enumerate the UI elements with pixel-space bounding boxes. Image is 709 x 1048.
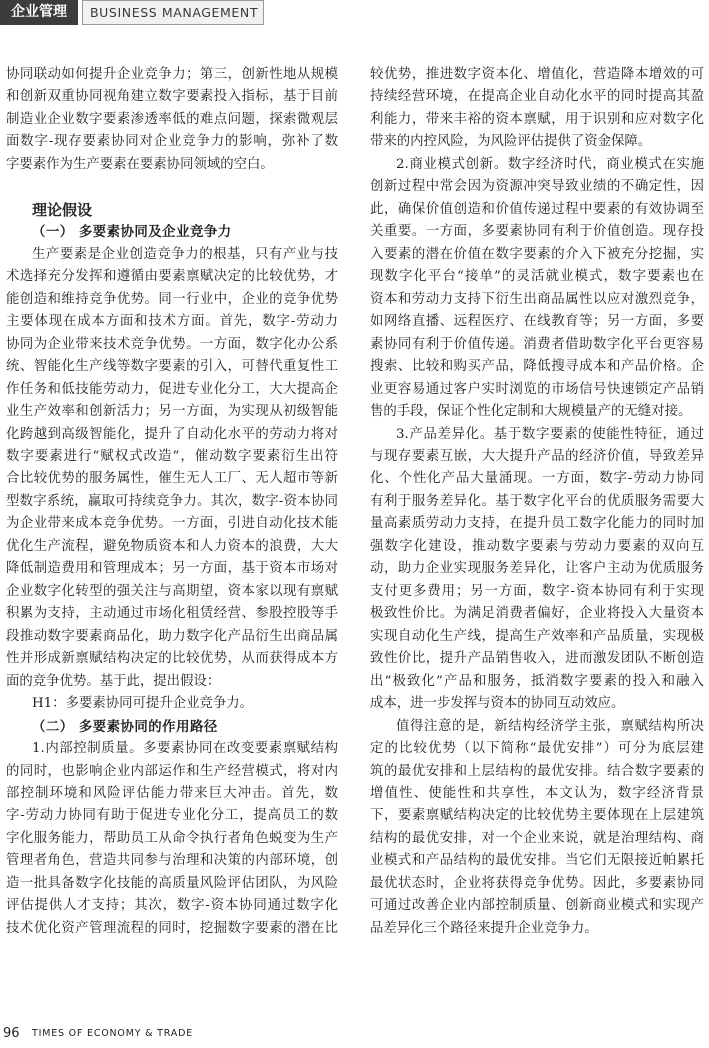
text-line: 降低制造费用和管理成本；另一方面，基于资本市场对 — [6, 561, 338, 577]
journal-name: TIMES OF ECONOMY & TRADE — [32, 1028, 193, 1039]
text-line: 定的比较优势（以下简称“最优安排”）可分为底层建 — [370, 741, 704, 757]
text-line: 强数字化建设，推动数字要素与劳动力要素的双向互 — [370, 538, 704, 554]
text-line: 2.商业模式创新。数字经济时代，商业模式在实施 — [396, 156, 704, 172]
section-label-english: BUSINESS MANAGEMENT — [82, 0, 264, 25]
text-line: 积累为支持，主动通过市场化租赁经营、参股控股等手 — [6, 606, 338, 622]
text-line: 能创造和维持竞争优势。同一行业中，企业的竞争优势 — [6, 291, 338, 307]
text-line: 段推动数字要素商品化，助力数字化产品衍生出商品属 — [6, 628, 338, 644]
page-header — [0, 0, 709, 26]
text-line: 作任务和低技能劳动力，促进专业化分工，大大提高企 — [6, 381, 338, 397]
text-line: 造一批具备数字化技能的高质量风险评估团队，为风险 — [6, 875, 338, 891]
page-number: 96 — [3, 1026, 20, 1041]
text-line: 字要素作为生产要素在要素协同领域的空白。 — [6, 156, 274, 172]
text-line: 结构的最优安排，对一个企业来说，就是治理结构、商 — [370, 830, 704, 846]
text-line: 极致性价比。为满足消费者偏好，企业将投入大量资本 — [370, 606, 704, 622]
text-line: 动，助力企业实现服务差异化，让客户主动为优质服务 — [370, 561, 704, 577]
left-column — [6, 64, 338, 940]
text-line: 3.产品差异化。基于数字要素的使能性特征，通过 — [396, 426, 704, 442]
text-line: 量高素质劳动力支持，在提升员工数字化能力的同时加 — [370, 516, 704, 532]
right-column — [370, 64, 704, 940]
page-footer — [0, 1022, 709, 1046]
text-line: 最优状态时，企业将获得竞争优势。因此，多要素协同 — [370, 875, 704, 891]
text-line: 致性价比，提升产品销售收入，进而激发团队不断创造 — [370, 651, 704, 667]
text-line: 现数字化平台“接单”的灵活就业模式，数字要素也在 — [370, 269, 704, 285]
text-line: 售的手段，保证个性化定制和大规模量产的无缝对接。 — [370, 404, 692, 420]
text-line: 技术优化资产管理流程的同时，挖掘数字要素的潜在比 — [6, 920, 338, 936]
text-line: 较优势，推进数字资本化、增值化，营造降本增效的可 — [370, 67, 704, 82]
text-line: 出“极致化”产品和服务，抵消数字要素的投入和融入 — [370, 673, 704, 689]
text-line: 业生产效率和创新活力；另一方面，为实现从初级智能 — [6, 404, 338, 420]
text-line: 优化生产流程，避免物质资本和人力资本的浪费，大大 — [6, 538, 338, 554]
text-line: 搜索、比较和购买产品，降低搜寻成本和产品价格。企 — [370, 359, 704, 375]
text-line: 术选择充分发挥和遵循由要素禀赋决定的比较优势，才 — [6, 269, 338, 285]
text-line: 面数字-现存要素协同对企业竞争力的影响，弥补了数 — [6, 134, 338, 150]
text-line: 筑的最优安排和上层结构的最优安排。结合数字要素的 — [370, 763, 704, 779]
text-line: 性并形成新禀赋结构决定的比较优势，从而获得成本方 — [6, 651, 338, 667]
text-line: 业模式和产品结构的最优安排。当它们无限接近帕累托 — [370, 853, 704, 869]
text-line: 的同时，也影响企业内部运作和生产经营模式，将对内 — [6, 763, 338, 779]
text-line: 合比较优势的服务属性，催生无人工厂、无人超市等新 — [6, 471, 338, 487]
text-line: 为企业带来成本竞争优势。一方面，引进自动化技术能 — [6, 516, 338, 532]
text-line: 1.内部控制质量。多要素协同在改变要素禀赋结构 — [32, 741, 338, 757]
text-line: 值得注意的是，新结构经济学主张，禀赋结构所决 — [396, 718, 704, 734]
section-heading: 理论假设 — [32, 200, 93, 219]
text-line: 可通过改善企业内部控制质量、创新商业模式和实现产 — [370, 898, 704, 914]
text-line: 增值性、使能性和共享性，本文认为，数字经济背景 — [370, 786, 704, 801]
text-line: 生产要素是企业创造竞争力的根基，只有产业与技 — [32, 246, 338, 262]
text-line: 利能力，带来丰裕的资本禀赋，用于识别和应对数字化 — [370, 111, 704, 127]
text-line: 评估提供人才支持；其次，数字-资本协同通过数字化 — [6, 898, 338, 914]
text-line: 部控制环境和风险评估能力带来巨大冲击。首先，数 — [6, 786, 338, 801]
text-line: 主要体现在成本方面和技术方面。首先，数字-劳动力 — [6, 314, 338, 330]
text-line: 持续经营环境，在提高企业自动化水平的同时提高其盈 — [370, 89, 704, 105]
text-line: 关重要。一方面，多要素协同有利于价值创造。现存投 — [370, 224, 704, 240]
text-line: 与现存要素互嵌，大大提升产品的经济价值，导致差异 — [370, 448, 704, 464]
text-line: 有利于服务差异化。基于数字化平台的优质服务需要大 — [370, 493, 704, 509]
hypothesis: H1：多要素协同可提升企业竞争力。 — [32, 696, 254, 712]
text-line: 化、个性化产品大量涌现。一方面，数字-劳动力协同 — [370, 471, 704, 487]
text-line: 素协同有利于价值传递。消费者借助数字化平台更容易 — [370, 336, 704, 352]
section-label: 企业管理 — [0, 0, 78, 25]
text-line: 企业数字化转型的强关注与高期望，资本家以现有禀赋 — [6, 583, 338, 599]
text-line: 品差异化三个路径来提升企业竞争力。 — [370, 920, 598, 936]
text-line: 字化服务能力，帮助员工从命令执行者角色蜕变为生产 — [6, 830, 338, 846]
text-line: 管理者角色，营造共同参与治理和决策的内部环境，创 — [6, 853, 338, 869]
subsection-heading: （二） 多要素协同的作用路径 — [32, 718, 218, 735]
text-line: 协同为企业带来技术竞争优势。一方面，数字化办公系 — [6, 336, 338, 352]
text-line: 化跨越到高级智能化，提升了自动化水平的劳动力将对 — [6, 426, 338, 442]
text-line: 成本，进一步发挥与资本的协同互动效应。 — [370, 696, 625, 712]
text-line: 业更容易通过客户实时浏览的市场信号快速锁定产品销 — [370, 381, 704, 397]
text-line: 面的竞争优势。基于此，提出假设： — [6, 673, 221, 689]
text-line: 入要素的潜在价值在数字要素的介入下被充分挖掘，实 — [370, 246, 704, 262]
text-line: 和创新双重协同视角建立数字要素投入指标，基于目前 — [6, 89, 338, 105]
text-line: 实现自动化生产线，提高生产效率和产品质量，实现极 — [370, 628, 704, 644]
text-line: 此，确保价值创造和价值传递过程中要素的有效协调至 — [370, 201, 704, 217]
text-line: 创新过程中常会因为资源冲突导致业绩的不确定性，因 — [370, 179, 704, 195]
text-line: 下，要素禀赋结构决定的比较优势主要体现在上层建筑 — [370, 808, 704, 824]
text-line: 统、智能化生产线等数字要素的引入，可替代重复性工 — [6, 359, 338, 375]
text-line: 数字要素进行“赋权式改造”，催动数字要素衍生出符 — [6, 448, 338, 464]
text-line: 资本和劳动力支持下衍生出商品属性以应对激烈竞争， — [370, 291, 704, 307]
text-line: 字-劳动力协同有助于促进专业化分工，提高员工的数 — [6, 808, 338, 824]
text-line: 制造业企业数字要素渗透率低的难点问题，探索微观层 — [6, 111, 338, 127]
subsection-heading: （一） 多要素协同及企业竞争力 — [32, 224, 232, 241]
spacer — [6, 176, 338, 198]
text-line: 型数字系统，赢取可持续竞争力。其次，数字-资本协同 — [6, 493, 338, 509]
text-line: 如网络直播、远程医疗、在线教育等；另一方面，多要 — [370, 314, 704, 330]
text-line: 协同联动如何提升企业竞争力；第三，创新性地从规模 — [6, 67, 338, 82]
text-line: 支付更多费用；另一方面，数字-资本协同有利于实现 — [370, 583, 704, 599]
text-line: 带来的内控风险，为风险评估提供了资金保障。 — [370, 134, 652, 150]
